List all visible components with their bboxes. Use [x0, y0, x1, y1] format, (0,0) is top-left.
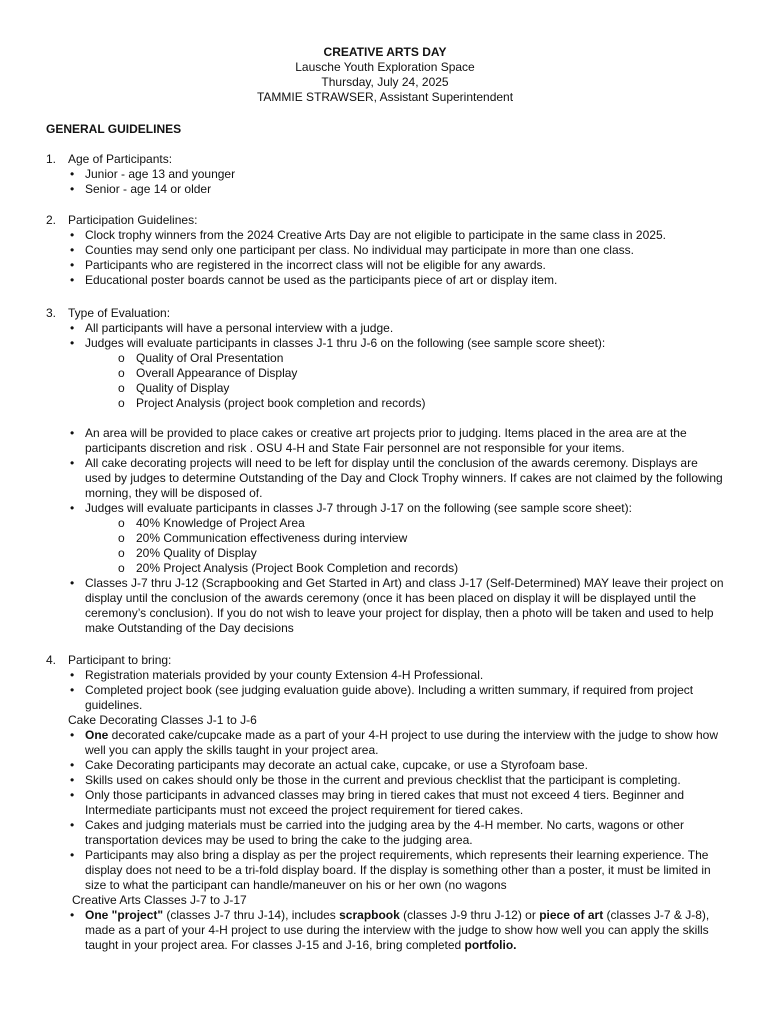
section-age-of-participants — [46, 152, 726, 197]
list-item: • Completed project book (see judging evaluation guide above). Including a written summary, if required from project guidelines. — [46, 683, 726, 713]
list-item — [46, 908, 726, 953]
emphasis-text: One "project" — [85, 908, 164, 922]
event-venue: Lausche Youth Exploration Space — [295, 60, 475, 74]
list-item — [46, 728, 726, 758]
criteria-list-j1-j6 — [46, 351, 726, 411]
criteria-item: o 20% Project Analysis (Project Book Completion and records) — [46, 561, 726, 576]
list-item: • Registration materials provided by your county Extension 4-H Professional. — [46, 668, 726, 683]
list-item: • Judges will evaluate participants in classes J-7 through J-17 on the following (see sample score sheet): — [46, 501, 726, 516]
list-item: • Cakes and judging materials must be carried into the judging area by the 4-H member. No carts, wagons or other transportation devices may be used to bring the cake to the judging area. — [46, 818, 726, 848]
list-item: • Participants who are registered in the incorrect class will not be eligible for any awards. — [46, 258, 726, 273]
emphasis-text: scrapbook — [339, 908, 400, 922]
section-participation-guidelines — [46, 213, 726, 288]
list-item-text: (classes J-7 & J-8), made as a part of your 4-H project to use during the interview with the judge to show how well you can apply the skills taught in your project area. For classes J-15 and J-16, bring completed — [85, 908, 710, 952]
list-item: • Senior - age 14 or older — [46, 182, 726, 197]
cake-decorating-heading: Cake Decorating Classes J-1 to J-6 — [68, 713, 257, 727]
list-item: • All cake decorating projects will need to be left for display until the conclusion of the awards ceremony. Displays are used by judges to determine Outstanding of the Day and Clock Trophy winners. If cakes are not claimed by the following morning, they will be disposed of. — [46, 456, 726, 501]
section-heading-general-guidelines: GENERAL GUIDELINES — [46, 122, 182, 136]
event-title: CREATIVE ARTS DAY — [323, 45, 447, 59]
criteria-item: o 20% Communication effectiveness during interview — [46, 531, 726, 546]
section-number: 3. — [46, 306, 57, 320]
document-header — [0, 45, 770, 105]
list-item: • Judges will evaluate participants in classes J-1 thru J-6 on the following (see sample score sheet): — [46, 336, 726, 351]
section-participant-to-bring — [46, 653, 726, 953]
criteria-item: o 40% Knowledge of Project Area — [46, 516, 726, 531]
list-item: • Only those participants in advanced classes may bring in tiered cakes that must not exceed 4 tiers. Beginner and Intermediate participants must not exceed the project requirement for tiered cakes. — [46, 788, 726, 818]
section-number: 2. — [46, 213, 57, 227]
criteria-list-j7-j17 — [46, 516, 726, 576]
list-item-text: (classes J-7 thru J-14), includes — [163, 908, 340, 922]
section-title: Age of Participants: — [68, 152, 173, 166]
list-item: • Participants may also bring a display as per the project requirements, which represents their learning experience. The display does not need to be a tri-fold display board. If the display is something other than a poster, it must be limited in size to what the participant can handle/maneuver on his or her own (no wagons — [46, 848, 726, 893]
list-item: • Cake Decorating participants may decorate an actual cake, cupcake, or use a Styrofoam base. — [46, 758, 726, 773]
event-date: Thursday, July 24, 2025 — [321, 75, 449, 89]
section-number: 4. — [46, 653, 57, 667]
section-title: Type of Evaluation: — [68, 306, 171, 320]
emphasis-text: One — [85, 728, 109, 742]
list-item: • Classes J-7 thru J-12 (Scrapbooking and Get Started in Art) and class J-17 (Self-Determined) MAY leave their project on display until the conclusion of the awards ceremony (once it has been placed on display it will be displayed until the ceremony’s conclusion). If you do not wish to leave your project for display, then a photo will be taken and used to help make Outstanding of the Day decisions — [46, 576, 726, 636]
list-item-text: decorated cake/cupcake made as a part of your 4-H project to use during the interview with the judge to show how well you can apply the skills taught in your project area. — [85, 728, 719, 757]
emphasis-text: portfolio. — [464, 938, 517, 952]
list-item: • Junior - age 13 and younger — [46, 167, 726, 182]
section-number: 1. — [46, 152, 57, 166]
criteria-item: o Quality of Oral Presentation — [46, 351, 726, 366]
evaluation-list-continued — [46, 426, 726, 516]
event-official: TAMMIE STRAWSER, Assistant Superintendent — [256, 90, 514, 104]
list-item: • Skills used on cakes should only be those in the current and previous checklist that the participant is completing. — [46, 773, 726, 788]
criteria-item: o Quality of Display — [46, 381, 726, 396]
list-item: • An area will be provided to place cakes or creative art projects prior to judging. Items placed in the area are at the participants discretion and risk . OSU 4-H and State Fair personnel are not responsible for your items. — [46, 426, 726, 456]
evaluation-list-final — [46, 576, 726, 636]
section-title: Participation Guidelines: — [68, 213, 198, 227]
cake-decorating-list — [46, 728, 726, 893]
bring-list — [46, 668, 726, 713]
list-item: • Counties may send only one participant per class. No individual may participate in more than one class. — [46, 243, 726, 258]
emphasis-text: piece of art — [539, 908, 604, 922]
section-type-of-evaluation — [46, 306, 726, 636]
criteria-item: o Overall Appearance of Display — [46, 366, 726, 381]
evaluation-list — [46, 321, 726, 351]
section-title: Participant to bring: — [68, 653, 172, 667]
participation-list — [46, 228, 726, 288]
list-item: • Educational poster boards cannot be used as the participants piece of art or display item. — [46, 273, 726, 288]
creative-arts-heading: Creative Arts Classes J-7 to J-17 — [72, 893, 247, 907]
list-item: • All participants will have a personal interview with a judge. — [46, 321, 726, 336]
criteria-item: o 20% Quality of Display — [46, 546, 726, 561]
creative-arts-list — [46, 908, 726, 953]
age-list — [46, 167, 726, 197]
list-item: • Clock trophy winners from the 2024 Creative Arts Day are not eligible to participate in the same class in 2025. — [46, 228, 726, 243]
criteria-item: o Project Analysis (project book completion and records) — [46, 396, 726, 411]
list-item-text: (classes J-9 thru J-12) or — [399, 908, 540, 922]
